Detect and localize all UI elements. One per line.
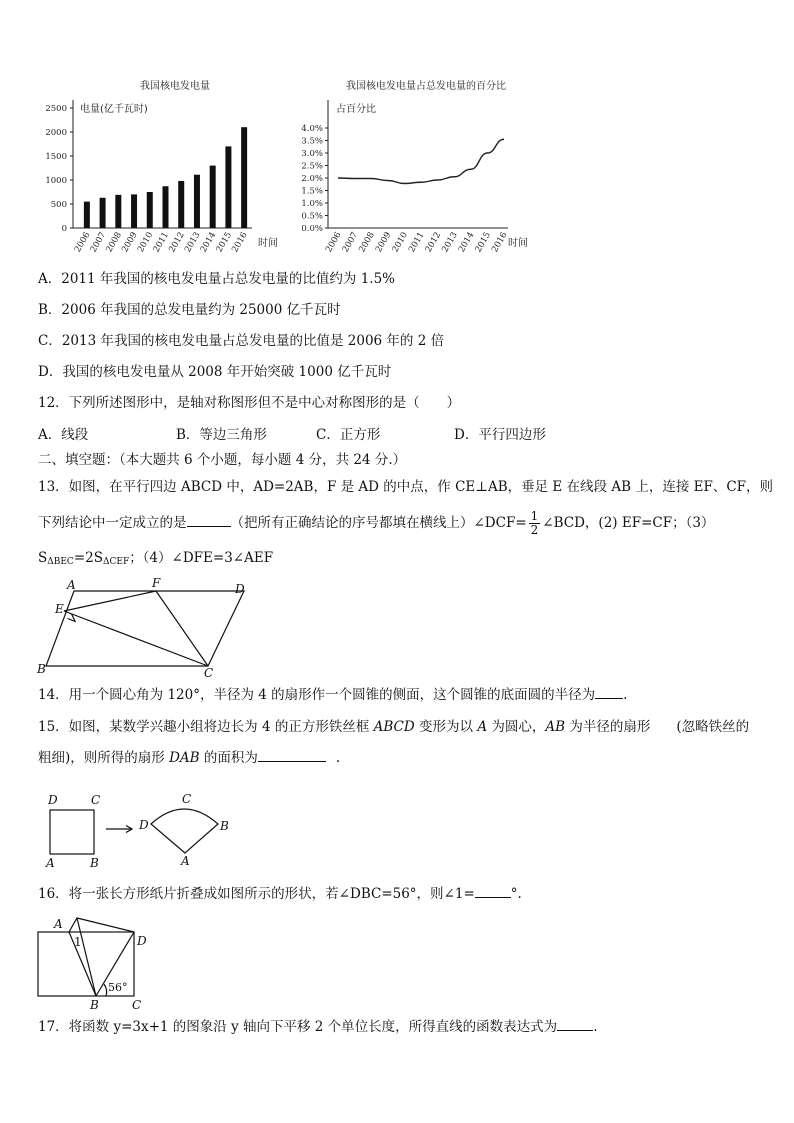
q13-fraction-denominator: 2 (530, 523, 539, 537)
bar-chart-title: 我国核电发电量 (140, 81, 210, 92)
q17-text: 17．将函数 y=3x+1 的图象沿 y 轴向下平移 2 个单位长度，所得直线的函数表达式为 (38, 1019, 558, 1035)
line-y-tick-label: 0.0% (301, 224, 323, 234)
sector-label-b: B (220, 819, 229, 833)
q15-abcd: ABCD (373, 719, 415, 735)
line-x-tick-label: 2013 (440, 230, 460, 255)
q11-option-d: D．我国的核电发电量从 2008 年开始突破 1000 亿千瓦时 (38, 364, 392, 380)
q13-answer-blank[interactable] (187, 526, 231, 527)
bar (225, 146, 231, 228)
q13-sub2: ΔCEF (102, 557, 130, 567)
q15-text-6: 粗细)，则所得的扇形 (38, 750, 170, 766)
bar-x-tick-label: 2016 (230, 230, 250, 255)
bar (178, 181, 184, 228)
sector-label-d: D (139, 818, 149, 832)
sq-label-a: A (46, 856, 55, 870)
line-series (338, 139, 504, 183)
bar (163, 186, 169, 228)
line-chart (301, 79, 528, 254)
q13-line-2-pre: 下列结论中一定成立的是 (38, 515, 187, 531)
bar (115, 195, 121, 228)
line-y-tick-label: 1.0% (301, 199, 323, 209)
q15-a: A (477, 719, 488, 735)
q15-text-4: 为半径的扇形 (565, 719, 651, 735)
q13-sub1: ΔBEC (47, 557, 74, 567)
line-x-tick-label: 2012 (423, 230, 444, 255)
q13-line-2 (38, 508, 714, 538)
q11-option-c: C．2013 年我国的核电发电量占总发电量的比值是 2006 年的 2 倍 (38, 333, 445, 349)
q15-ab: AB (545, 719, 566, 735)
q14-text: 14．用一个圆心角为 120°，半径为 4 的扇形作一个圆锥的侧面，这个圆锥的底面圆的半径为 (38, 687, 596, 703)
line-chart-xlabel: 时间 (508, 238, 528, 249)
sq-label-b: B (90, 856, 99, 870)
q12-option-d: D．平行四边形 (454, 427, 546, 443)
q15-text-3: 为圆心， (487, 719, 546, 735)
line-chart-title: 我国核电发电量占总发电量的百分比 (346, 81, 506, 92)
sector-dab (151, 809, 218, 853)
bar (100, 198, 106, 228)
fold-label-56-degrees: 56° (108, 981, 128, 994)
segment-ef (64, 591, 156, 611)
q13-line-1: 13．如图，在平行四边 ABCD 中，AD=2AB，F 是 AD 的中点，作 CE⊥AB，垂足 E 在线段 AB 上，连接 EF、CF，则 (38, 479, 774, 495)
line-y-tick-label: 3.5% (301, 136, 323, 147)
bar (131, 194, 137, 228)
q13-line-2-mid: （把所有正确结论的序号都填在横线上）∠DCF= (230, 515, 527, 531)
label-b: B (37, 662, 46, 676)
segment-ec (64, 611, 208, 666)
bar-chart-ylabel: 电量(亿千瓦时) (80, 104, 148, 115)
q12-option-b: B．等边三角形 (176, 427, 267, 443)
bar-y-tick-label: 500 (50, 200, 67, 210)
q17 (38, 1018, 597, 1036)
q13-line-3 (38, 549, 273, 571)
square-abcd (50, 810, 94, 854)
q15-text-1: 15．如图，某数学兴趣小组将边长为 4 的正方形铁丝框 (38, 719, 374, 735)
q13-rest: ；（4）∠DFE=3∠AEF (129, 550, 274, 566)
q15-text-7: 的面积为 (199, 750, 258, 766)
fold-label-b: B (90, 998, 99, 1012)
line-x-tick-label: 2016 (490, 230, 510, 255)
bar-y-tick-label: 0 (61, 224, 67, 234)
bar-x-tick-label: 2013 (183, 230, 203, 255)
q13-fraction (529, 510, 541, 537)
angle-arc (104, 984, 107, 996)
q12-option-a: A．线段 (38, 427, 89, 443)
line-x-tick-label: 2007 (340, 230, 361, 255)
q13-fraction-numerator: 1 (530, 509, 539, 523)
q13-line-2-post: ∠BCD，(2) EF=CF；（3） (542, 515, 715, 531)
bar (84, 202, 90, 228)
section-2-heading: 二、填空题：（本大题共 6 个小题，每小题 4 分，共 24 分.） (38, 452, 407, 468)
label-a: A (67, 578, 76, 592)
q14 (38, 686, 627, 704)
line-x-tick-label: 2008 (357, 230, 377, 255)
q15-answer-blank[interactable] (258, 761, 326, 762)
q15-figure (40, 790, 240, 870)
q15-text-2: 变形为以 (414, 719, 478, 735)
bar-x-tick-label: 2007 (88, 230, 109, 255)
bar-x-tick-label: 2009 (120, 230, 140, 255)
bar-x-tick-label: 2008 (104, 230, 124, 255)
q14-answer-blank[interactable] (595, 698, 623, 699)
q16-folded-paper-figure (34, 910, 164, 1012)
bar-x-tick-label: 2011 (151, 230, 172, 255)
parallelogram-abcd (46, 591, 244, 666)
q11-option-b: B．2006 年我国的总发电量约为 25000 亿千瓦时 (38, 302, 341, 318)
bar (194, 175, 200, 228)
fold-label-d: D (137, 934, 147, 948)
sq-label-d: D (48, 793, 58, 807)
bar-x-tick-label: 2012 (167, 230, 187, 255)
line-x-tick-label: 2006 (324, 230, 344, 255)
line-x-tick-label: 2009 (373, 230, 394, 255)
line-x-tick-label: 2014 (456, 230, 477, 255)
fold-label-a: A (54, 917, 63, 931)
q12-stem: 12．下列所述图形中，是轴对称图形但不是中心对称图形的是（ ） (38, 395, 461, 411)
q16-text: 16．将一张长方形纸片折叠成如图所示的形状，若∠DBC=56°，则∠1= (38, 886, 475, 902)
q16 (38, 885, 522, 903)
bar-x-tick-label: 2014 (198, 230, 219, 255)
q11-option-a: A．2011 年我国的核电发电量占总发电量的比值约为 1.5% (38, 271, 395, 287)
line-y-tick-label: 4.0% (301, 124, 323, 134)
fold-label-1: 1 (74, 935, 82, 949)
bar-chart-xlabel: 时间 (258, 238, 278, 249)
bar-chart (45, 79, 278, 254)
q17-period: . (593, 1019, 598, 1035)
bar (241, 127, 247, 228)
label-d: D (235, 582, 245, 596)
label-f: F (152, 576, 161, 590)
q15-line-2 (38, 749, 340, 767)
bar-x-tick-label: 2006 (72, 230, 93, 255)
q12-option-c: C．正方形 (316, 427, 381, 443)
sector-label-a: A (181, 854, 190, 868)
line-chart-ylabel: 占百分比 (336, 104, 376, 115)
q15-dab: DAB (169, 750, 200, 766)
q13-parallelogram-figure (34, 576, 264, 680)
line-y-tick-label: 2.0% (301, 174, 323, 184)
bar-x-tick-label: 2010 (135, 230, 156, 255)
line-y-tick-label: 1.5% (301, 186, 323, 197)
q15-text-5: (忽略铁丝的 (676, 719, 750, 735)
bar-y-tick-label: 1000 (45, 176, 67, 186)
q15-period: . (335, 750, 341, 766)
line-x-tick-label: 2015 (473, 230, 493, 255)
line-y-tick-label: 3.0% (301, 149, 323, 159)
q13-eq: =2S (73, 550, 103, 566)
q16-answer-blank[interactable] (475, 897, 511, 898)
q17-answer-blank[interactable] (557, 1030, 593, 1031)
q15-line-1 (38, 718, 749, 736)
line-y-tick-label: 0.5% (301, 211, 323, 222)
line-y-tick-label: 2.5% (301, 161, 323, 172)
sector-label-c: C (182, 792, 192, 806)
q13-s1: S (38, 550, 48, 566)
bar-y-tick-label: 1500 (45, 152, 67, 162)
q16-degree-period: °. (510, 886, 522, 902)
charts-figure (30, 78, 530, 260)
label-e: E (55, 602, 64, 616)
q12-options (38, 426, 546, 444)
label-c: C (204, 666, 214, 680)
bar-y-tick-label: 2000 (45, 128, 67, 138)
q14-period: . (623, 687, 628, 703)
fold-label-c: C (132, 998, 142, 1012)
bar (147, 192, 153, 228)
segment-fc (156, 591, 208, 666)
bar (210, 166, 216, 228)
bar-x-tick-label: 2015 (214, 230, 235, 255)
sq-label-c: C (91, 793, 101, 807)
line-x-tick-label: 2011 (407, 230, 427, 255)
line-x-tick-label: 2010 (390, 230, 410, 255)
bar-y-tick-label: 2500 (45, 104, 67, 114)
